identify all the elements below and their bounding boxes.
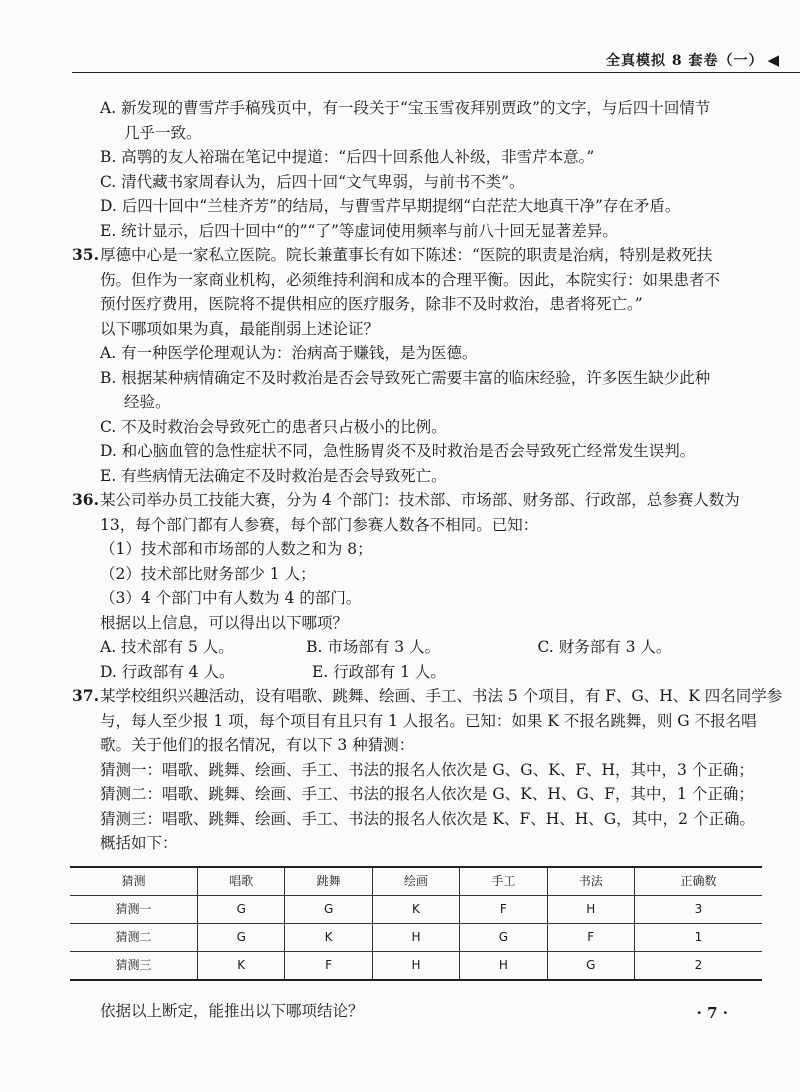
triangle-marker-icon: ◀ (767, 51, 780, 69)
table-header-cell: 书法 (547, 867, 634, 896)
q36-option-a: A. 技术部有 5 人。 (100, 638, 234, 656)
page-number: · 7 · (696, 1004, 728, 1022)
question-35 (72, 243, 732, 488)
q36-options-row-1 (72, 635, 732, 660)
table-cell: G (285, 895, 372, 923)
table-cell: G (547, 951, 634, 980)
table-header-cell: 正确数 (634, 867, 762, 896)
q34-option-d: D. 后四十回中“兰桂齐芳”的结局，与曹雪芹早期提纲“白茫茫大地真干净”存在矛盾。 (100, 197, 681, 215)
table-cell: 猜测三 (70, 951, 198, 980)
q34-option-b: B. 高鹗的友人裕瑞在笔记中提道：“后四十回系他人补级，非雪芹本意。” (100, 148, 595, 166)
table-row (70, 923, 762, 951)
table-header-row (70, 867, 762, 896)
page-content (72, 96, 783, 1023)
q36-stem-line: 13，每个部门都有人参赛，每个部门参赛人数各不相同。已知： (100, 515, 539, 534)
q35-option-d: D. 和心脑血管的急性症状不同，急性肠胃炎不及时救治是否会导致死亡经常发生误判。 (100, 442, 696, 460)
q35-option-c: C. 不及时救治会导致死亡的患者只占极小的比例。 (100, 417, 447, 436)
table-cell: K (285, 923, 372, 951)
running-header (606, 50, 780, 70)
q36-stem-line: 某公司举办员工技能大赛，分为 4 个部门：技术部、市场部、财务部、行政部，总参赛人数为 (100, 491, 740, 509)
q36-condition-2: （2）技术部比财务部少 1 人； (100, 564, 316, 583)
table-cell: F (285, 951, 372, 980)
q37-number: 37. (72, 686, 99, 705)
table-cell: 2 (634, 951, 762, 980)
q37-guess-1: 猜测一：唱歌、跳舞、绘画、手工、书法的报名人依次是 G、G、K、F、H，其中，3 个正确； (100, 760, 754, 779)
table-cell: K (372, 895, 459, 923)
table-cell: H (372, 951, 459, 980)
q36-option-c: C. 财务部有 3 人。 (537, 638, 672, 656)
q36-condition-1: （1）技术部和市场部的人数之和为 8； (100, 540, 373, 558)
q36-condition-3: （3）4 个部门中有人数为 4 的部门。 (100, 589, 362, 607)
q36-number: 36. (72, 490, 99, 509)
table-cell: F (547, 923, 634, 951)
q36-option-b: B. 市场部有 3 人。 (306, 638, 441, 656)
table-cell: G (460, 923, 547, 951)
header-rule (72, 72, 800, 73)
table-cell: G (198, 895, 285, 923)
q37-stem-line: 歌。关于他们的报名情况，有以下 3 种猜测： (100, 736, 415, 754)
q36-option-d: D. 行政部有 4 人。 (100, 662, 235, 681)
q35-number: 35. (72, 245, 99, 264)
question-37 (72, 684, 783, 1023)
table-cell: 1 (634, 923, 762, 951)
q35-prompt: 以下哪项如果为真，最能削弱上述论证？ (100, 319, 380, 338)
table-header-cell: 手工 (460, 867, 547, 896)
table-cell: G (198, 923, 285, 951)
table-cell: K (198, 951, 285, 980)
q34-option-a-cont: 几乎一致。 (124, 123, 202, 142)
q34-option-e: E. 统计显示，后四十回中“的”“了”等虚词使用频率与前八十回无显著差异。 (100, 221, 618, 240)
header-title: 全真模拟 8 套卷（一） (605, 53, 764, 69)
q37-guess-3: 猜测三：唱歌、跳舞、绘画、手工、书法的报名人依次是 K、F、H、H、G，其中，2 个正确。 (100, 809, 755, 828)
question-36 (72, 488, 740, 684)
q37-guess-2: 猜测二：唱歌、跳舞、绘画、手工、书法的报名人依次是 G、K、H、G、F，其中，1 个正确； (100, 785, 754, 803)
table-cell: H (372, 923, 459, 951)
table-header-cell: 唱歌 (198, 867, 285, 896)
q37-summary-label: 概括如下： (100, 834, 178, 852)
q37-stem-line: 与，每人至少报 1 项，每个项目有且只有 1 人报名。已知：如果 K 不报名跳舞，则 G 不报名唱 (100, 711, 757, 730)
table-cell: 3 (634, 895, 762, 923)
q36-prompt: 根据以上信息，可以得出以下哪项？ (100, 613, 349, 632)
table-row (70, 951, 762, 980)
guess-table (70, 866, 762, 981)
q36-option-e: E. 行政部有 1 人。 (312, 662, 446, 681)
table-header-cell: 绘画 (372, 867, 459, 896)
table-cell: H (460, 951, 547, 980)
q35-stem-line: 伤。但作为一家商业机构，必须维持利润和成本的合理平衡。因此，本院实行：如果患者不 (100, 270, 721, 289)
q35-stem-line: 厚德中心是一家私立医院。院长兼董事长有如下陈述：“医院的职责是治病，特别是救死扶 (100, 246, 713, 264)
table-cell: H (547, 895, 634, 923)
q37-prompt: 依据以上断定，能推出以下哪项结论？ (100, 1001, 364, 1020)
table-cell: 猜测一 (70, 895, 198, 923)
table-header-cell: 跳舞 (285, 867, 372, 896)
q36-options-row-2 (72, 660, 732, 685)
q37-stem-line: 某学校组织兴趣活动，设有唱歌、跳舞、绘画、手工、书法 5 个项目，有 F、G、H、K 四名同学参 (100, 687, 783, 705)
q34-options (72, 96, 732, 243)
q34-option-c: C. 清代藏书家周春认为，后四十回“文气卑弱，与前书不类”。 (100, 172, 525, 191)
q35-option-a: A. 有一种医学伦理观认为：治病高于赚钱，是为医德。 (100, 344, 478, 362)
table-cell: 猜测二 (70, 923, 198, 951)
table-header-cell: 猜测 (70, 867, 198, 896)
q35-option-e: E. 有些病情无法确定不及时救治是否会导致死亡。 (100, 466, 447, 485)
table-row (70, 895, 762, 923)
q34-option-a: A. 新发现的曹雪芹手稿残页中，有一段关于“宝玉雪夜拜别贾政”的文字，与后四十回情节 (100, 99, 711, 117)
q35-option-b: B. 根据某种病情确定不及时救治是否会导致死亡需要丰富的临床经验，许多医生缺少此种 (100, 368, 711, 387)
q35-option-b-cont: 经验。 (124, 393, 171, 411)
q35-stem-line: 预付医疗费用，医院将不提供相应的医疗服务，除非不及时救治，患者将死亡。” (100, 295, 643, 313)
table-cell: F (460, 895, 547, 923)
